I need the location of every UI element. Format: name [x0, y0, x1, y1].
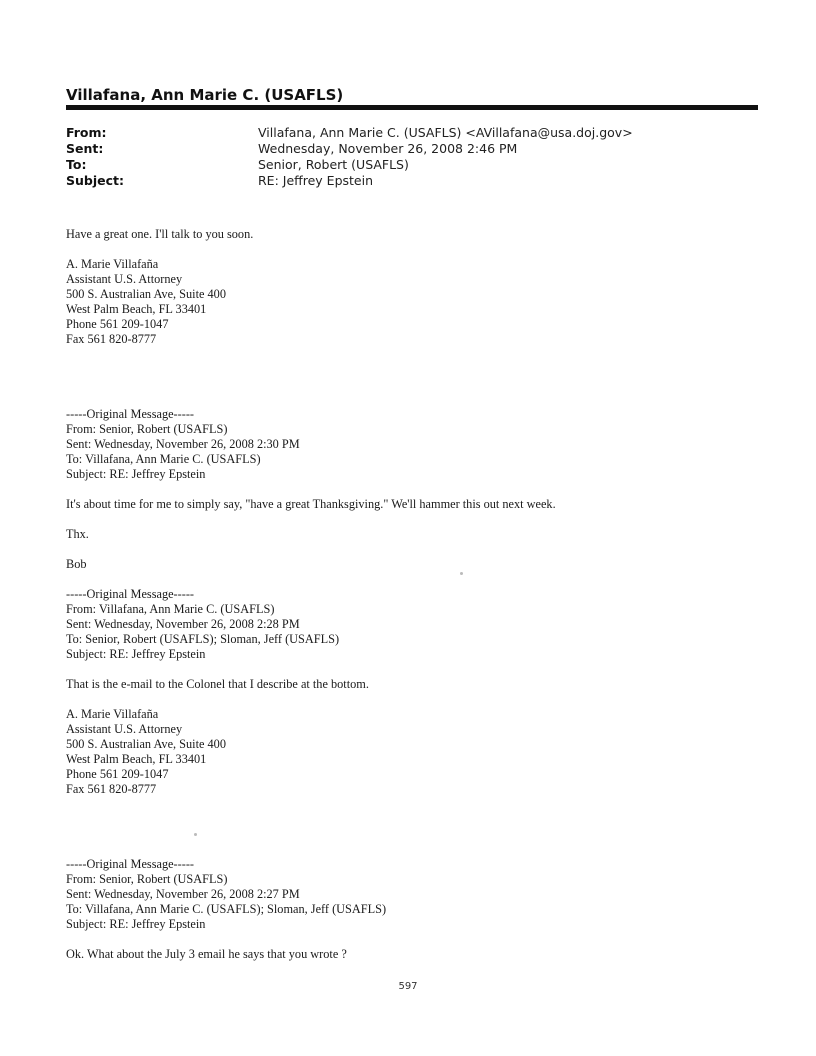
original-message-2: [66, 587, 766, 797]
original-subject: Subject: RE: Jeffrey Epstein: [66, 467, 206, 481]
signature-fax: Fax 561 820-8777: [66, 782, 157, 796]
sent-row: [66, 141, 758, 157]
signature-title: Assistant U.S. Attorney: [66, 272, 183, 286]
message-text: Have a great one. I'll talk to you soon.: [66, 227, 254, 241]
page-number: 597: [398, 981, 418, 992]
original-message-3: [66, 857, 766, 962]
title-divider: [66, 105, 758, 110]
page-title: Villafana, Ann Marie C. (USAFLS): [66, 86, 344, 104]
scan-speck: [460, 572, 463, 575]
signature-phone: Phone 561 209-1047: [66, 317, 169, 331]
scan-speck: [194, 833, 197, 836]
original-marker: -----Original Message-----: [66, 407, 195, 421]
signature-address1: 500 S. Australian Ave, Suite 400: [66, 287, 226, 301]
signature-address1: 500 S. Australian Ave, Suite 400: [66, 737, 226, 751]
original-body: It's about time for me to simply say, "have a great Thanksgiving." We'll hammer this out next week.: [66, 497, 556, 511]
original-from: From: Senior, Robert (USAFLS): [66, 872, 228, 886]
original-to: To: Senior, Robert (USAFLS); Sloman, Jeff (USAFLS): [66, 632, 340, 646]
original-sent: Sent: Wednesday, November 26, 2008 2:28 PM: [66, 617, 300, 631]
original-thx: Thx.: [66, 527, 89, 541]
to-row: [66, 157, 758, 173]
original-body: Ok. What about the July 3 email he says that you wrote ?: [66, 947, 347, 961]
original-body: That is the e-mail to the Colonel that I describe at the bottom.: [66, 677, 369, 691]
subject-value: RE: Jeffrey Epstein: [258, 173, 374, 188]
from-label: From:: [66, 125, 107, 140]
signature-phone: Phone 561 209-1047: [66, 767, 169, 781]
original-marker: -----Original Message-----: [66, 587, 195, 601]
original-subject: Subject: RE: Jeffrey Epstein: [66, 647, 206, 661]
email-body: [66, 227, 766, 962]
to-value: Senior, Robert (USAFLS): [258, 157, 409, 172]
original-to: To: Villafana, Ann Marie C. (USAFLS); Sloman, Jeff (USAFLS): [66, 902, 387, 916]
original-message-1: [66, 407, 766, 572]
signature-block: [66, 707, 766, 797]
original-from: From: Villafana, Ann Marie C. (USAFLS): [66, 602, 275, 616]
signature-name: A. Marie Villafaña: [66, 707, 159, 721]
subject-label: Subject:: [66, 173, 124, 188]
email-header: [66, 125, 758, 189]
signature-address2: West Palm Beach, FL 33401: [66, 302, 207, 316]
signature-name: A. Marie Villafaña: [66, 257, 159, 271]
to-label: To:: [66, 157, 87, 172]
original-from: From: Senior, Robert (USAFLS): [66, 422, 228, 436]
signature-fax: Fax 561 820-8777: [66, 332, 157, 346]
original-sent: Sent: Wednesday, November 26, 2008 2:27 PM: [66, 887, 300, 901]
subject-row: [66, 173, 758, 189]
from-row: [66, 125, 758, 141]
original-signoff: Bob: [66, 557, 87, 571]
original-to: To: Villafana, Ann Marie C. (USAFLS): [66, 452, 261, 466]
original-sent: Sent: Wednesday, November 26, 2008 2:30 PM: [66, 437, 300, 451]
signature-address2: West Palm Beach, FL 33401: [66, 752, 207, 766]
sent-label: Sent:: [66, 141, 104, 156]
signature-block: [66, 257, 766, 347]
original-marker: -----Original Message-----: [66, 857, 195, 871]
sent-value: Wednesday, November 26, 2008 2:46 PM: [258, 141, 518, 156]
signature-title: Assistant U.S. Attorney: [66, 722, 183, 736]
from-value: Villafana, Ann Marie C. (USAFLS) <AVillafana@usa.doj.gov>: [258, 125, 633, 140]
original-subject: Subject: RE: Jeffrey Epstein: [66, 917, 206, 931]
